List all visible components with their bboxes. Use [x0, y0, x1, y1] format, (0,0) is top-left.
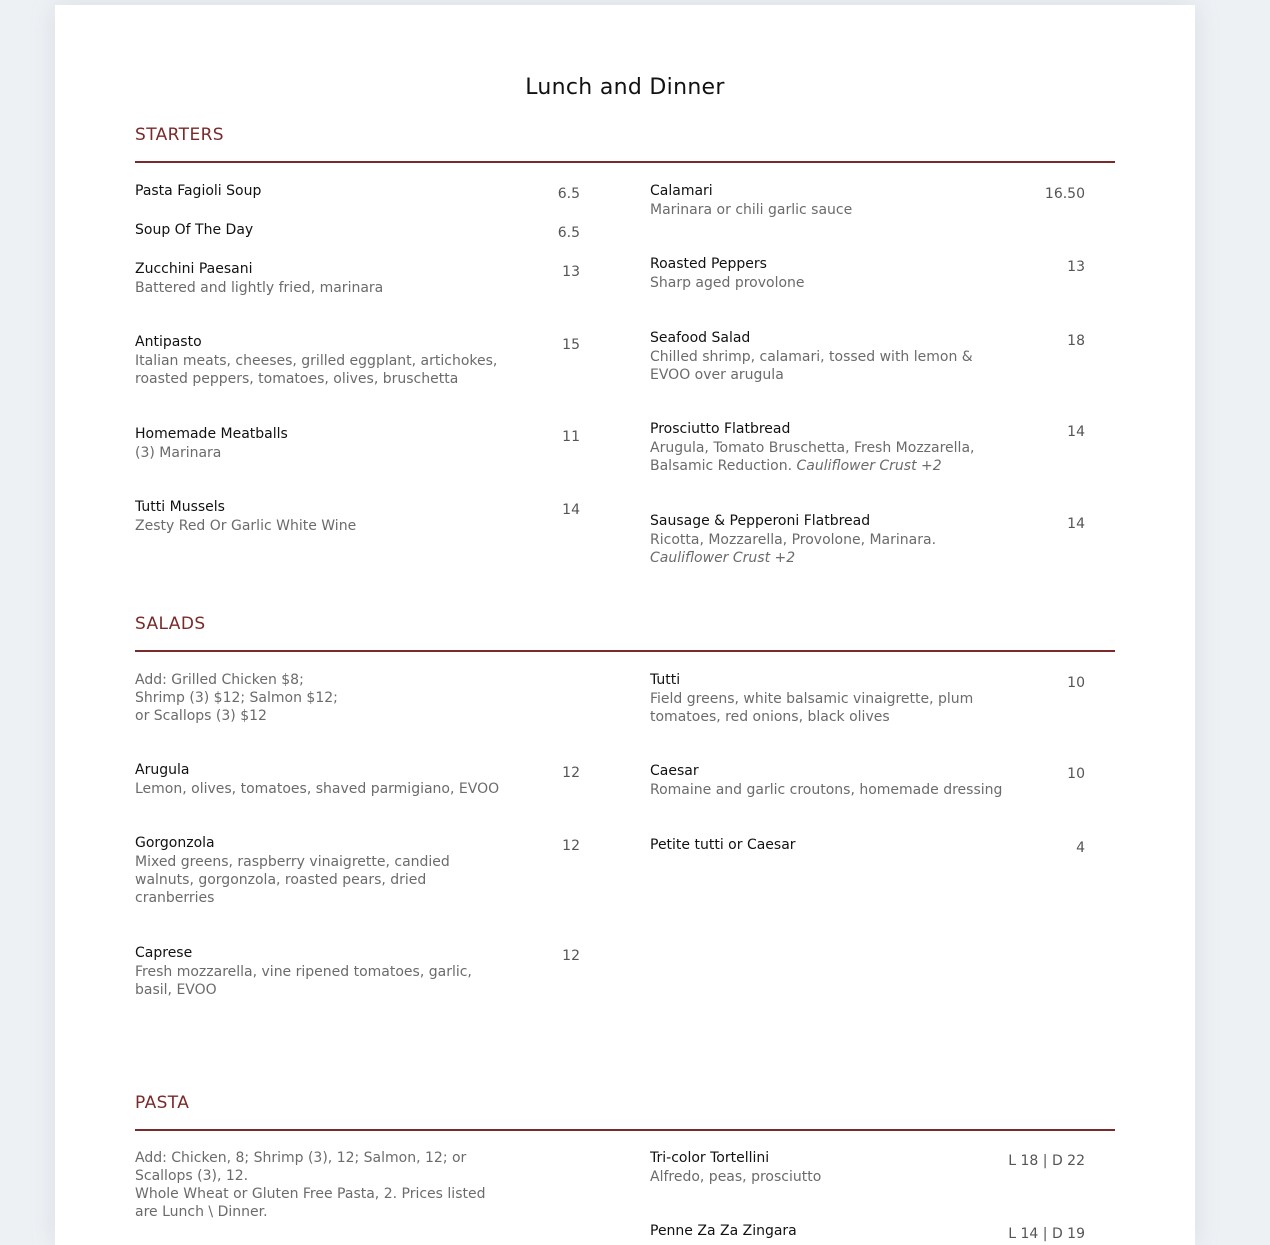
item-price: 10 [1067, 766, 1085, 782]
item-price: 13 [1067, 259, 1085, 275]
section-title: PASTA [135, 1093, 190, 1113]
item-price: 14 [562, 502, 580, 518]
item-description: Field greens, white balsamic vinaigrette, plum tomatoes, red onions, black olives [650, 691, 974, 725]
item-name: Sausage & Pepperoni Flatbread [650, 513, 871, 529]
item-description: Sharp aged provolone [650, 275, 805, 291]
item-description: Chilled shrimp, calamari, tossed with lemon & EVOO over arugula [650, 349, 973, 383]
section-header-pasta [135, 1093, 1115, 1131]
item-name: Penne Za Za Zingara [650, 1223, 797, 1239]
item-price: 14 [1067, 424, 1085, 440]
item-price: 10 [1067, 675, 1085, 691]
item-name: Tutti Mussels [135, 499, 225, 515]
item-name: Homemade Meatballs [135, 426, 288, 442]
salads-add-note: Add: Grilled Chicken $8; Shrimp (3) $12; Salmon $12; or Scallops (3) $12 [135, 672, 338, 724]
menu-item [650, 512, 1010, 567]
item-description: Romaine and garlic croutons, homemade dressing [650, 782, 1003, 798]
menu-item [135, 425, 505, 462]
item-description: Marinara or chili garlic sauce [650, 202, 853, 218]
item-price: 13 [562, 264, 580, 280]
item-description: Mixed greens, raspberry vinaigrette, candied walnuts, gorgonzola, roasted pears, dried cranberries [135, 854, 450, 906]
menu-item [135, 182, 505, 201]
menu-item [650, 329, 1010, 384]
item-name: Tutti [650, 672, 681, 688]
item-description: Zesty Red Or Garlic White Wine [135, 518, 357, 534]
menu-item [135, 260, 505, 297]
menu-item [650, 836, 1010, 855]
item-option: Cauliflower Crust +2 [650, 550, 796, 566]
item-price: 4 [1076, 840, 1085, 856]
item-description: Arugula, Tomato Bruschetta, Fresh Mozzarella, Balsamic Reduction. Cauliflower Crust +2 [650, 440, 975, 474]
menu-item [650, 182, 1010, 219]
item-price: L 18 | D 22 [1008, 1153, 1085, 1169]
item-name: Calamari [650, 183, 713, 199]
item-name: Petite tutti or Caesar [650, 837, 796, 853]
menu-item [650, 671, 1010, 726]
item-name: Arugula [135, 762, 190, 778]
section-header-salads [135, 614, 1115, 652]
menu-page [55, 5, 1195, 1245]
item-name: Pasta Fagioli Soup [135, 183, 262, 199]
page-title: Lunch and Dinner [525, 75, 725, 100]
item-price: 12 [562, 838, 580, 854]
menu-item [650, 420, 1010, 475]
pasta-add-note: Add: Chicken, 8; Shrimp (3), 12; Salmon, 12; or Scallops (3), 12. Whole Wheat or Gluten Free Pasta, 2. Prices listed are Lunch \ Dinner. [135, 1150, 486, 1220]
item-name: Roasted Peppers [650, 256, 767, 272]
item-price: 14 [1067, 516, 1085, 532]
item-description: Lemon, olives, tomatoes, shaved parmigiano, EVOO [135, 781, 500, 797]
item-description: Ricotta, Mozzarella, Provolone, Marinara. Cauliflower Crust +2 [650, 532, 937, 566]
item-name: Zucchini Paesani [135, 261, 253, 277]
item-name: Soup Of The Day [135, 222, 254, 238]
item-price: 12 [562, 765, 580, 781]
item-name: Prosciutto Flatbread [650, 421, 791, 437]
item-description: Fresh mozzarella, vine ripened tomatoes, garlic, basil, EVOO [135, 964, 472, 998]
item-price: 6.5 [557, 186, 580, 202]
menu-item [650, 255, 1010, 292]
menu-item [135, 834, 465, 907]
item-name: Caprese [135, 945, 193, 961]
menu-item [135, 221, 505, 240]
item-description: Italian meats, cheeses, grilled eggplant, artichokes, roasted peppers, tomatoes, olives, bruschetta [135, 353, 498, 387]
item-description: Battered and lightly fried, marinara [135, 280, 384, 296]
menu-item [135, 944, 510, 999]
item-name: Antipasto [135, 334, 202, 350]
item-description: Alfredo, peas, prosciutto [650, 1169, 822, 1185]
item-price: 16.50 [1044, 186, 1085, 202]
item-price: L 14 | D 19 [1008, 1226, 1085, 1242]
section-title: SALADS [135, 614, 206, 634]
item-price: 11 [562, 429, 580, 445]
item-name: Gorgonzola [135, 835, 215, 851]
item-name: Seafood Salad [650, 330, 751, 346]
item-price: 15 [562, 337, 580, 353]
item-option: Cauliflower Crust +2 [796, 458, 942, 474]
menu-item [135, 333, 505, 388]
item-price: 12 [562, 948, 580, 964]
menu-item [650, 762, 1030, 799]
item-name: Caesar [650, 763, 699, 779]
item-description: (3) Marinara [135, 445, 222, 461]
section-header-starters [135, 125, 1115, 163]
menu-item [135, 761, 505, 798]
item-name: Tri-color Tortellini [650, 1150, 770, 1166]
section-title: STARTERS [135, 125, 224, 145]
item-price: 18 [1067, 333, 1085, 349]
item-price: 6.5 [557, 225, 580, 241]
menu-item [135, 498, 505, 535]
